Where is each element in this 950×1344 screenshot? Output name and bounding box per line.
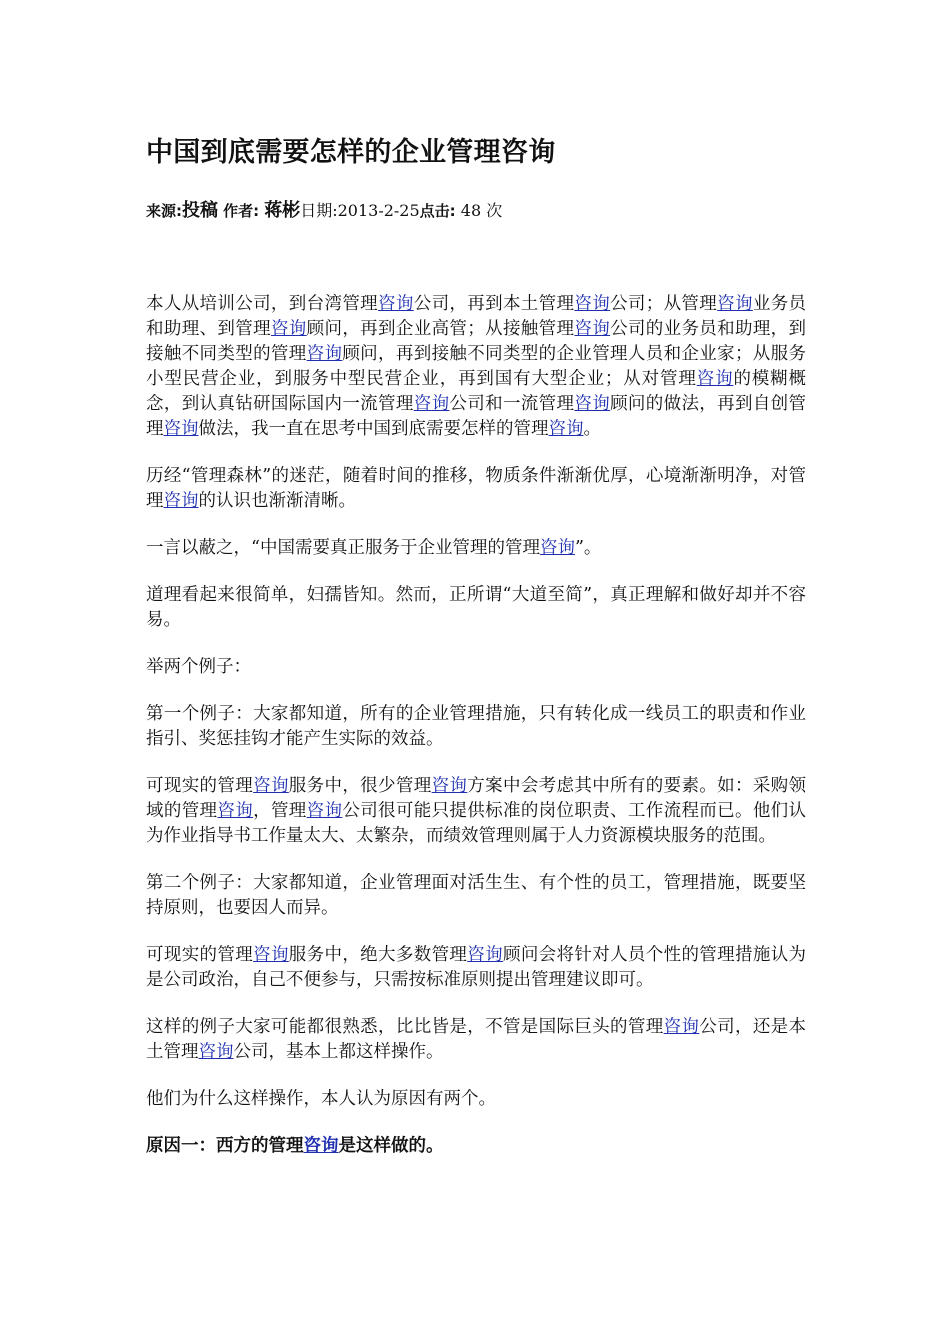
paragraph-text: ”。 (574, 538, 602, 558)
paragraph-text: 公司，基本上都这样操作。 (233, 1042, 444, 1062)
paragraph-text: 公司很可能只提供标准的岗位职责、工作流程而已。他们认为作业指导书工作量太大、太繁杂，而绩效管理则属于人力资源模块服务的范围。 (146, 801, 807, 846)
consulting-link[interactable]: 咨询 (574, 394, 611, 414)
paragraph-text: 本人从培训公司，到台湾管理 (146, 294, 379, 314)
consulting-link[interactable]: 咨询 (163, 491, 199, 511)
article-paragraph (146, 464, 806, 514)
paragraph-text: 可现实的管理 (146, 945, 254, 965)
consulting-link[interactable]: 咨询 (270, 319, 307, 339)
paragraph-text: 道理看起来很简单，妇孺皆知。然而，正所谓“大道至简”，真正理解和做好却并不容易。 (146, 585, 806, 630)
author-value: 蒋彬 (264, 200, 301, 221)
consulting-link[interactable]: 咨询 (198, 1042, 234, 1062)
article-paragraph (146, 1087, 806, 1112)
article-body (146, 292, 806, 1181)
paragraph-text: 历经“管理森林”的迷茫，随着时间的推移，物质条件渐渐优厚，心境渐渐明净，对管理 (146, 466, 806, 511)
author-label: 作者: (223, 202, 260, 220)
consulting-link[interactable]: 咨询 (378, 294, 414, 314)
paragraph-text: 是这样做的。 (338, 1136, 444, 1156)
consulting-link[interactable]: 咨询 (548, 419, 584, 439)
paragraph-text: 一言以蔽之，“中国需要真正服务于企业管理的管理 (146, 538, 540, 558)
consulting-link[interactable]: 咨询 (217, 801, 254, 821)
paragraph-text: 他们为什么这样操作，本人认为原因有两个。 (146, 1089, 496, 1109)
consulting-link[interactable]: 咨询 (663, 1017, 700, 1037)
consulting-link[interactable]: 咨询 (574, 319, 611, 339)
paragraph-text: 服务中，绝大多数管理 (288, 945, 468, 965)
article-paragraph (146, 292, 806, 442)
paragraph-text: 公司；从管理 (610, 294, 718, 314)
paragraph-text: 原因一：西方的管理 (146, 1136, 304, 1156)
paragraph-text: 可现实的管理 (146, 776, 254, 796)
paragraph-text: 做法，我一直在思考中国到底需要怎样的管理 (198, 419, 549, 439)
consulting-link[interactable]: 咨询 (163, 419, 199, 439)
consulting-link[interactable]: 咨询 (696, 369, 734, 389)
consulting-link[interactable]: 咨询 (413, 394, 450, 414)
article-meta (146, 198, 502, 224)
consulting-link[interactable]: 咨询 (717, 294, 753, 314)
clicks-unit: 次 (486, 201, 503, 220)
paragraph-text: 公司，还是本土管理 (146, 1017, 807, 1062)
paragraph-text: 公司的业务员和助理，到接触不同类型的管理 (146, 319, 807, 364)
consulting-link[interactable]: 咨询 (306, 344, 343, 364)
source-value: 投稿 (182, 200, 218, 221)
paragraph-text: 的认识也渐渐清晰。 (198, 491, 356, 511)
source-label: 来源: (146, 202, 182, 220)
consulting-link[interactable]: 咨询 (303, 1136, 339, 1156)
paragraph-text: 服务中，很少管理 (288, 776, 432, 796)
clicks-value: 48 (460, 201, 482, 220)
clicks-label: 点击: (419, 202, 456, 220)
paragraph-text: 。 (583, 419, 601, 439)
consulting-link[interactable]: 咨询 (253, 776, 289, 796)
paragraph-text: ，管理 (253, 801, 307, 821)
consulting-link[interactable]: 咨询 (539, 538, 575, 558)
paragraph-text: 方案中会考虑其中所有的要素。如：采购领域的管理 (146, 776, 807, 821)
article-paragraph (146, 1134, 806, 1159)
paragraph-text: 顾问，再到企业高管；从接触管理 (306, 319, 575, 339)
date-value: 2013-2-25 (337, 201, 420, 220)
date-label: 日期: (300, 201, 338, 220)
paragraph-text: 公司，再到本土管理 (413, 294, 575, 314)
consulting-link[interactable]: 咨询 (467, 945, 503, 965)
paragraph-text: 公司和一流管理 (449, 394, 575, 414)
paragraph-text: 第二个例子：大家都知道，企业管理面对活生生、有个性的员工，管理措施，既要坚持原则，也要因人而异。 (146, 873, 806, 918)
paragraph-text: 顾问的做法，再到自创管理 (146, 394, 807, 439)
article-paragraph (146, 702, 806, 752)
paragraph-text: 顾问，再到接触不同类型的企业管理人员和企业家；从服务小型民营企业，到服务中型民营企业，再到国有大型企业；从对管理 (146, 344, 807, 389)
consulting-link[interactable]: 咨询 (253, 945, 289, 965)
article-paragraph (146, 536, 806, 561)
paragraph-text: 第一个例子：大家都知道，所有的企业管理措施，只有转化成一线员工的职责和作业指引、奖惩挂钩才能产生实际的效益。 (146, 704, 806, 749)
article-paragraph (146, 774, 806, 849)
consulting-link[interactable]: 咨询 (431, 776, 468, 796)
consulting-link[interactable]: 咨询 (306, 801, 343, 821)
paragraph-text: 这样的例子大家可能都很熟悉，比比皆是，不管是国际巨头的管理 (146, 1017, 664, 1037)
article-paragraph (146, 1015, 806, 1065)
article-title: 中国到底需要怎样的企业管理咨询 (146, 137, 556, 168)
paragraph-text: 顾问会将针对人员个性的管理措施认为是公司政治，自己不便参与，只需按标准原则提出管理建议即可。 (146, 945, 807, 990)
paragraph-text: 举两个例子： (146, 657, 251, 677)
article-paragraph (146, 871, 806, 921)
consulting-link[interactable]: 咨询 (574, 294, 611, 314)
article-paragraph (146, 943, 806, 993)
paragraph-text: 的模糊概念，到认真钻研国际国内一流管理 (146, 369, 807, 414)
paragraph-text: 业务员和助理、到管理 (146, 294, 807, 339)
article-paragraph (146, 655, 806, 680)
article-paragraph (146, 583, 806, 633)
